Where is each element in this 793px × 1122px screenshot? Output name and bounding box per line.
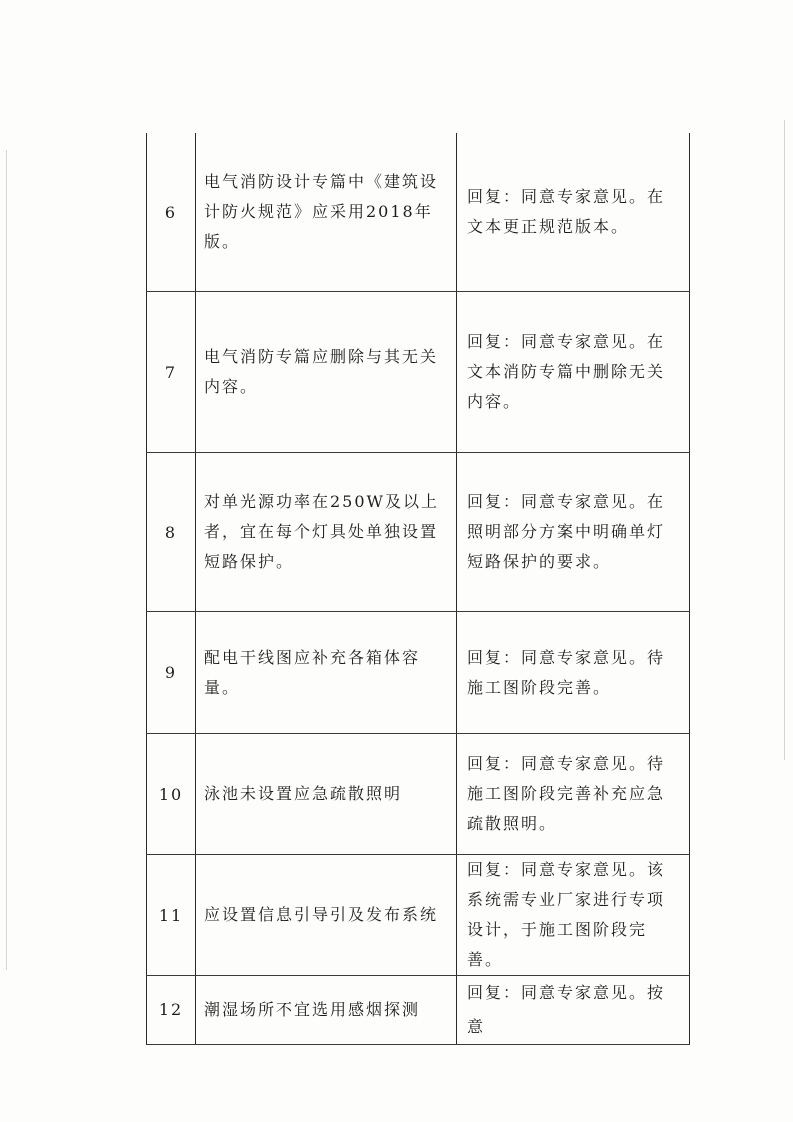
row-number: 7 <box>147 292 196 453</box>
table-row <box>147 976 690 1045</box>
table-row <box>147 612 690 734</box>
expert-opinion: 配电干线图应补充各箱体容量。 <box>196 612 457 734</box>
reply-text: 回复：同意专家意见。在文本更正规范版本。 <box>457 133 690 292</box>
expert-opinion: 电气消防专篇应删除与其无关内容。 <box>196 292 457 453</box>
expert-review-table <box>146 133 690 1045</box>
table-row <box>147 453 690 612</box>
row-number: 10 <box>147 734 196 855</box>
expert-opinion: 泳池未设置应急疏散照明 <box>196 734 457 855</box>
table-row <box>147 292 690 453</box>
row-number: 6 <box>147 133 196 292</box>
reply-text: 回复：同意专家意见。按意 <box>457 976 690 1045</box>
scan-edge-left <box>6 150 7 970</box>
row-number: 8 <box>147 453 196 612</box>
expert-opinion: 潮湿场所不宜选用感烟探测 <box>196 976 457 1045</box>
reply-text: 回复：同意专家意见。在文本消防专篇中删除无关内容。 <box>457 292 690 453</box>
table-row <box>147 734 690 855</box>
reply-text: 回复：同意专家意见。待施工图阶段完善。 <box>457 612 690 734</box>
row-number: 11 <box>147 855 196 976</box>
expert-opinion: 对单光源功率在250W及以上者，宜在每个灯具处单独设置短路保护。 <box>196 453 457 612</box>
expert-opinion: 电气消防设计专篇中《建筑设计防火规范》应采用2018年版。 <box>196 133 457 292</box>
reply-text: 回复：同意专家意见。在照明部分方案中明确单灯短路保护的要求。 <box>457 453 690 612</box>
reply-text: 回复：同意专家意见。待施工图阶段完善补充应急疏散照明。 <box>457 734 690 855</box>
expert-opinion: 应设置信息引导引及发布系统 <box>196 855 457 976</box>
row-number: 9 <box>147 612 196 734</box>
reply-text: 回复：同意专家意见。该系统需专业厂家进行专项设计，于施工图阶段完善。 <box>457 855 690 976</box>
table-row <box>147 855 690 976</box>
row-number: 12 <box>147 976 196 1045</box>
scan-edge-right <box>784 120 785 760</box>
table-row <box>147 133 690 292</box>
